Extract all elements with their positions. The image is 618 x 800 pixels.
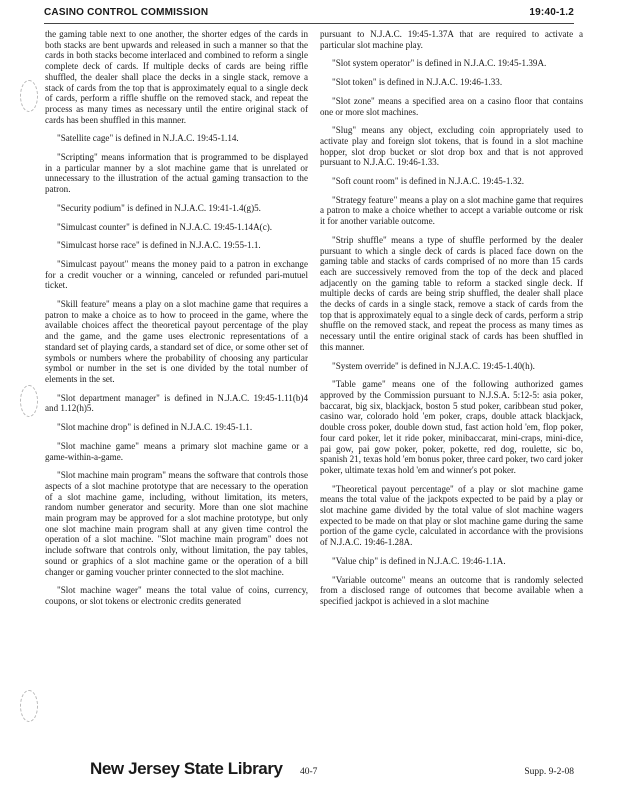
punch-hole-bottom [20,690,38,722]
definition-paragraph: "Soft count room" is defined in N.J.A.C. 19:45-1.32. [332,176,525,187]
definition-paragraph: "System override" is defined in N.J.A.C. 19:45-1.40(h). [332,360,535,371]
definition-paragraph: "Slot token" is defined in N.J.A.C. 19:46-1.33. [332,77,503,88]
definition-paragraph: "Theoretical payout percentage" of a play or slot machine game means the total value of the jackpots expected to be paid by a play or slot machine game divided by the total value of slot machine wagers expected to be made on that play or slot machine game during the same portion of the game cycle, calculated in accordance with the provisions of N.J.A.C. 19:46-1.28A. [320,483,583,548]
supplement-date: Supp. 9-2-08 [524,767,574,777]
paragraph: the gaming table next to one another, the shorter edges of the cards in both stacks are bent upwards and released in such a manner so that the cards in both stacks become interlaced and combined to reform a single complete deck of cards. If multiple decks of cards are being riffle shuffled, the dealer shall place the decks in a single stack, remove a stack of cards from the top that is approximately equal to a single deck of cards, perform a riffle shuffle on the removed stack, and repeat the process as many times as necessary until the entire original stack of cards has been shuffled in this manner. [45,29,308,125]
paragraph: pursuant to N.J.A.C. 19:45-1.37A that are required to activate a particular slot machine play. [320,29,583,50]
header-section-number: 19:40-1.2 [529,7,574,18]
definition-paragraph: "Slot machine game" means a primary slot machine game or a game-within-a-game. [45,440,308,462]
definition-paragraph: "Slot machine main program" means the software that controls those aspects of a slot machine prototype that are necessary to the operation of a slot machine game, including, without limitation, its meters, random number generator and security. More than one slot machine main program may be approved for a slot machine prototype, but only one slot machine main program shall at any given time control the operation of a slot machine. "Slot machine main program" does not include software that controls only, without limitation, the pay tables, sound or graphics of a slot machine game or the operation of a bill changer or gaming voucher printer connected to the slot machine. [45,470,308,577]
definition-paragraph: "Slot department manager" is defined in N.J.A.C. 19:45-1.11(b)4 and 1.12(h)5. [45,392,308,414]
header-rule [44,23,574,24]
definition-paragraph: "Security podium" is defined in N.J.A.C. 19:41-1.4(g)5. [57,202,261,213]
definition-paragraph: "Table game" means one of the following authorized games approved by the Commission pursuant to N.J.S.A. 5:12-5: asia poker, baccarat, big six, blackjack, boston 5 stud poker, caribbean stud poker, casino war, colorado hold 'em poker, craps, double attack blackjack, double cross poker, double down stud, fast action hold 'em, flop poker, four card poker, let it ride poker, minibaccarat, mini-craps, mini-dice, pai gow, pai gow poker, poker, pokette, red dog, roulette, sic bo, spanish 21, texas hold 'em bonus poker, three card poker, two card joker poker, ultimate texas hold 'em and winner's pot poker. [320,379,583,475]
definition-paragraph: "Simulcast counter" is defined in N.J.A.C. 19:45-1.14A(c). [57,221,273,232]
left-column [45,29,308,615]
definition-paragraph: "Scripting" means information that is programmed to be displayed in a particular manner by a slot machine game that is unrelated or unnecessary to the illustration of the actual gaming transaction to the patron. [45,152,308,195]
definition-paragraph: "Strategy feature" means a play on a slot machine game that requires a patron to make a choice whether to accept a variable outcome or risk it for another variable outcome. [320,194,583,227]
definition-paragraph: "Slot machine wager" means the total value of coins, currency, coupons, or slot tokens or electronic credits generated [45,585,308,606]
library-watermark: New Jersey State Library [90,759,283,778]
definition-paragraph: "Skill feature" means a play on a slot machine game that requires a patron to make a choice as to how to proceed in the game, where the available choices affect the theoretical payout percentage of the play and the game, and the game uses electronic representations of a standard set of playing cards, a standard set of dice, or some other set of symbols or numbers where the probability of choosing any particular symbol or number in the set is one divided by the total number of elements in the set. [45,299,308,384]
definition-paragraph: "Slug" means any object, excluding coin appropriately used to activate play and foreign slot tokens, that is found in a slot machine hopper, slot drop bucket or slot drop box and that is not approved pursuant to N.J.A.C. 19:46-1.33. [320,125,583,168]
header-title: CASINO CONTROL COMMISSION [44,7,209,18]
definition-paragraph: "Strip shuffle" means a type of shuffle performed by the dealer pursuant to which a single deck of cards is placed face down on the gaming table and stacks of cards comprised of no more than 15 cards each are successively removed from the top of the deck and placed adjacently on the gaming table to reform a stacked single deck. If multiple decks of cards are being strip shuffled, the dealer shall place the decks of cards in a single stack, remove a stack of cards from the top that is approximately equal to a single deck of cards, perform a strip shuffle on the removed stack, and repeat the process as many times as necessary until the entire original stack of cards has been shuffled in this manner. [320,234,583,352]
running-header [44,7,574,23]
punch-hole-top [20,80,38,112]
definition-paragraph: "Simulcast horse race" is defined in N.J.A.C. 19:55-1.1. [57,240,261,251]
definition-paragraph: "Simulcast payout" means the money paid to a patron in exchange for a credit voucher or a winning, canceled or refunded pari-mutuel ticket. [45,258,308,291]
page-number: 40-7 [300,767,318,777]
definition-paragraph: "Slot zone" means a specified area on a casino floor that contains one or more slot machines. [320,95,583,117]
punch-hole-middle [20,385,38,417]
definition-paragraph: "Satellite cage" is defined in N.J.A.C. 19:45-1.14. [57,133,239,144]
right-column [320,29,583,615]
definition-paragraph: "Value chip" is defined in N.J.A.C. 19:46-1.1A. [332,555,506,566]
definition-paragraph: "Slot system operator" is defined in N.J.A.C. 19:45-1.39A. [332,58,547,69]
definition-paragraph: "Variable outcome" means an outcome that is randomly selected from a disclosed range of outcomes that become available when a specified jackpot is achieved in a slot machine [320,574,583,606]
definition-paragraph: "Slot machine drop" is defined in N.J.A.C. 19:45-1.1. [57,422,253,433]
